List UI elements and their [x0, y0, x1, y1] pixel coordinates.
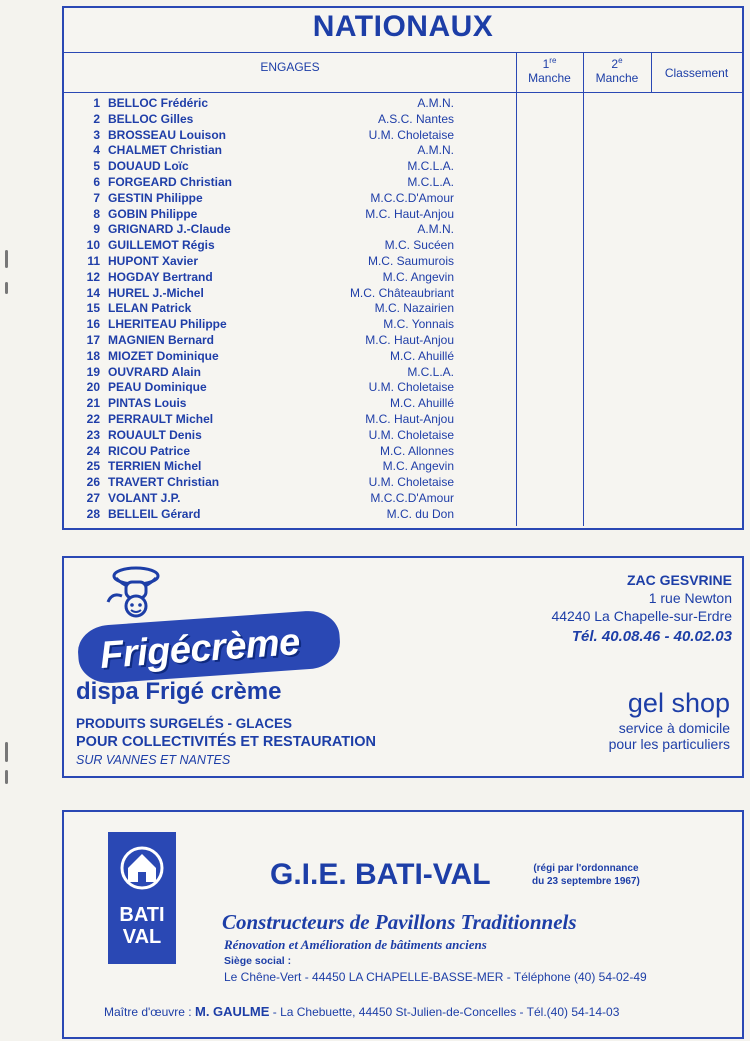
table-row	[64, 475, 516, 491]
header-manche-1: 1re Manche	[528, 56, 571, 85]
rider-club: M.C. Haut-Anjou	[365, 206, 454, 221]
row-number: 8	[93, 206, 100, 221]
row-number: 4	[93, 143, 100, 158]
rider-name: MAGNIEN Bernard	[108, 333, 215, 347]
table-row	[64, 286, 516, 302]
siege-address: Le Chêne-Vert - 44450 LA CHAPELLE-BASSE-MER - Téléphone (40) 54-02-49	[224, 970, 647, 984]
table-row	[64, 301, 516, 317]
row-number: 1	[93, 96, 100, 110]
row-number: 9	[93, 222, 100, 237]
rider-name: BROSSEAU Louison	[108, 127, 227, 142]
divider	[64, 52, 742, 53]
rider-name: OUVRARD Alain	[108, 364, 201, 379]
rider-club: U.M. Choletaise	[368, 127, 454, 142]
margin-mark	[5, 250, 8, 268]
row-number: 15	[86, 301, 100, 316]
table-row	[64, 444, 516, 460]
rider-name: HUPONT Xavier	[108, 254, 199, 268]
renovation-text: Rénovation et Amélioration de bâtiments anciens	[224, 937, 487, 952]
rider-name: TERRIEN Michel	[108, 459, 202, 474]
row-number: 20	[86, 380, 100, 395]
batival-ad	[62, 810, 744, 1039]
table-row	[64, 207, 516, 223]
row-number: 22	[86, 412, 100, 426]
address-line: ZAC GESVRINE	[626, 572, 732, 588]
rider-name: HOGDAY Bertrand	[108, 269, 213, 284]
rider-club: M.C.L.A.	[407, 364, 454, 379]
row-number: 18	[86, 348, 100, 363]
address-line: 1 rue Newton	[648, 590, 732, 606]
rider-name: VOLANT J.P.	[108, 491, 181, 505]
row-number: 28	[86, 506, 100, 521]
row-number: 12	[86, 269, 100, 284]
rider-name: BELLOC Gilles	[108, 111, 194, 126]
rider-club: M.C. Ahuillé	[389, 348, 454, 363]
column-divider	[516, 52, 517, 526]
table-row	[64, 412, 516, 428]
logo-text-top: BATI	[119, 904, 165, 926]
rider-club: M.C. Yonnais	[383, 317, 454, 332]
rider-club: M.C. Haut-Anjou	[365, 412, 454, 426]
table-row	[64, 396, 516, 412]
rider-club: M.C.L.A.	[407, 175, 454, 189]
table-row	[64, 270, 516, 286]
row-number: 24	[86, 443, 100, 458]
rider-club: M.C. Angevin	[382, 269, 454, 284]
rider-club: A.M.N.	[417, 222, 454, 237]
products-line: POUR COLLECTIVITÉS ET RESTAURATION	[76, 734, 376, 750]
table-row	[64, 380, 516, 396]
header-classement: Classement	[664, 66, 729, 80]
row-number: 19	[86, 364, 100, 379]
table-row	[64, 175, 516, 191]
rider-name: LELAN Patrick	[108, 301, 192, 316]
rider-club: M.C. Angevin	[382, 459, 454, 474]
column-divider	[651, 52, 652, 92]
rider-club: A.S.C. Nantes	[377, 111, 454, 126]
frigecreme-logo: Frigécrème	[98, 621, 302, 677]
rider-club: A.M.N.	[417, 143, 454, 158]
address-line: 44240 La Chapelle-sur-Erdre	[551, 608, 732, 624]
divider	[64, 92, 742, 93]
rider-name: CHALMET Christian	[108, 143, 222, 158]
table-row	[64, 459, 516, 475]
row-number: 7	[93, 190, 100, 205]
phone: Tél. 40.08.46 - 40.02.03	[571, 628, 732, 645]
rider-name: ROUAULT Denis	[108, 427, 202, 442]
table-row	[64, 317, 516, 333]
rider-name: BELLOC Frédéric	[108, 96, 209, 110]
row-number: 10	[86, 238, 100, 253]
row-number: 16	[86, 317, 100, 332]
row-number: 5	[93, 159, 100, 174]
rider-name: PINTAS Louis	[108, 396, 187, 411]
header-manche-2: 2e Manche	[595, 56, 639, 85]
results-table	[62, 6, 744, 530]
rider-club: M.C. Haut-Anjou	[365, 333, 454, 347]
rider-name: RICOU Patrice	[108, 443, 191, 458]
table-row	[64, 491, 516, 507]
row-number: 27	[86, 491, 100, 505]
row-number: 17	[86, 333, 100, 347]
rider-club: U.M. Choletaise	[368, 427, 454, 442]
table-row	[64, 333, 516, 349]
row-number: 6	[93, 175, 100, 189]
table-row	[64, 112, 516, 128]
rider-name: MIOZET Dominique	[108, 348, 219, 363]
rider-club: M.C.C.D'Amour	[370, 190, 454, 205]
rider-club: M.C. Nazairien	[374, 301, 454, 316]
rider-club: M.C. Sucéen	[384, 238, 454, 253]
frigecreme-ad	[62, 556, 744, 778]
rider-name: LHERITEAU Philippe	[108, 317, 227, 332]
rider-club: M.C. Châteaubriant	[349, 285, 454, 300]
column-divider	[583, 52, 584, 526]
row-number: 11	[87, 254, 100, 268]
row-number: 21	[86, 396, 100, 411]
rider-club: U.M. Choletaise	[368, 380, 454, 395]
products-line: SUR VANNES ET NANTES	[76, 753, 231, 767]
maitre-line: Maître d'œuvre : M. GAULME - La Chebuette, 44450 St-Julien-de-Concelles - Tél.(40) 54-14-03	[104, 1004, 620, 1019]
margin-mark	[5, 282, 8, 294]
rider-name: GUILLEMOT Régis	[108, 238, 215, 253]
table-row	[64, 428, 516, 444]
rider-name: PEAU Dominique	[108, 380, 207, 395]
rider-name: GRIGNARD J.-Claude	[108, 222, 231, 237]
rider-name: TRAVERT Christian	[108, 475, 220, 490]
rider-name: HUREL J.-Michel	[108, 285, 204, 300]
rider-club: A.M.N.	[417, 96, 454, 110]
rider-club: M.C.L.A.	[407, 159, 454, 174]
row-number: 23	[86, 427, 100, 442]
table-row	[64, 507, 516, 523]
table-row	[64, 191, 516, 207]
rider-club: U.M. Choletaise	[368, 475, 454, 490]
row-number: 3	[93, 127, 100, 142]
gelshop-text: service à domicile pour les particuliers	[608, 720, 730, 752]
margin-mark	[5, 742, 8, 762]
table-row	[64, 159, 516, 175]
table-row	[64, 254, 516, 270]
company-title: G.I.E. BATI-VAL	[270, 858, 491, 891]
gelshop-title: gel shop	[627, 688, 730, 718]
rider-club: M.C. Saumurois	[367, 254, 454, 268]
regi-note: (régi par l'ordonnance du 23 septembre 1967)	[532, 863, 640, 887]
rider-name: BELLEIL Gérard	[108, 506, 201, 521]
table-row	[64, 222, 516, 238]
row-number: 2	[93, 111, 100, 126]
table-row	[64, 128, 516, 144]
table-row	[64, 238, 516, 254]
rider-name: GESTIN Philippe	[108, 190, 203, 205]
header-engages: ENGAGES	[260, 60, 320, 74]
table-row	[64, 365, 516, 381]
table-row	[64, 96, 516, 112]
siege-label: Siège social :	[224, 955, 292, 967]
row-number: 14	[86, 285, 100, 300]
products-line: PRODUITS SURGELÉS - GLACES	[76, 716, 293, 731]
logo-text-bottom: VAL	[122, 926, 162, 948]
rider-club: M.C. du Don	[386, 506, 454, 521]
rider-name: DOUAUD Loïc	[108, 159, 189, 174]
batival-logo	[108, 832, 176, 964]
row-number: 26	[86, 475, 100, 490]
constructeurs-heading: Constructeurs de Pavillons Traditionnels	[222, 910, 577, 934]
rider-name: PERRAULT Michel	[108, 412, 214, 426]
rider-club: M.C. Ahuillé	[389, 396, 454, 411]
row-number: 25	[86, 459, 100, 474]
table-title: NATIONAUX	[312, 10, 494, 43]
rider-club: M.C. Allonnes	[379, 443, 454, 458]
margin-mark	[5, 770, 8, 784]
rider-club: M.C.C.D'Amour	[370, 491, 454, 505]
table-row	[64, 143, 516, 159]
rider-name: GOBIN Philippe	[108, 206, 198, 221]
table-row	[64, 349, 516, 365]
tagline: dispa Frigé crème	[76, 678, 282, 705]
rider-name: FORGEARD Christian	[108, 175, 233, 189]
